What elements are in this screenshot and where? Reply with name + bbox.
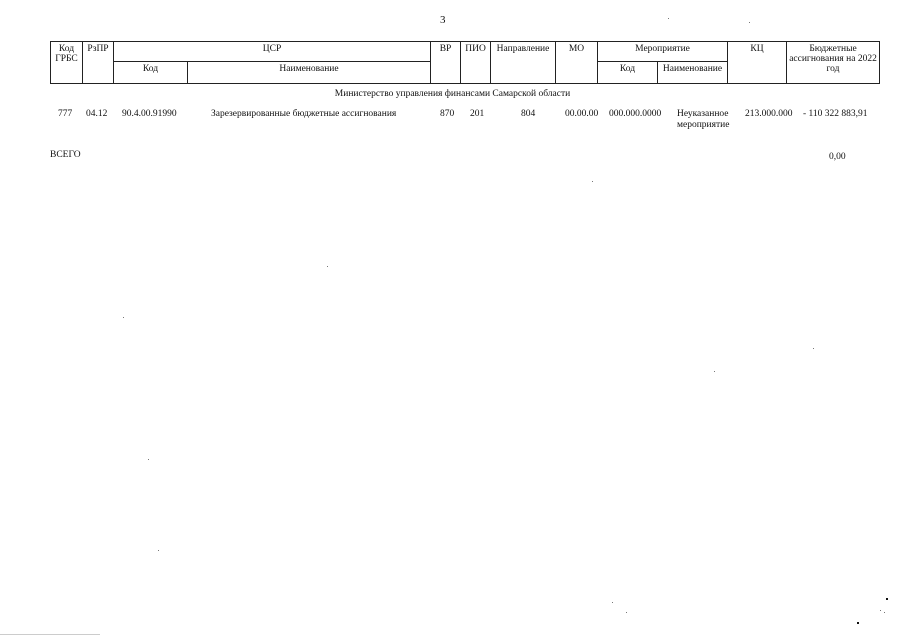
- header-vr: ВР: [431, 42, 461, 84]
- total-value: 0,00: [829, 152, 846, 162]
- row-grbs: 777: [58, 109, 73, 119]
- header-kc: КЦ: [728, 42, 787, 84]
- header-event-code: Код: [598, 62, 658, 84]
- ministry-title: Министерство управления финансами Самарской области: [334, 89, 571, 99]
- header-direction: Направление: [491, 42, 556, 84]
- row-csr-name: Зарезервированные бюджетные ассигнования: [211, 109, 397, 119]
- row-kc: 213.000.000: [745, 109, 793, 119]
- header-rzpr: РзПР: [83, 42, 114, 84]
- row-csr-code: 90.4.00.91990: [122, 109, 177, 119]
- row-pio: 201: [470, 109, 485, 119]
- total-label: ВСЕГО: [50, 150, 81, 160]
- header-grbs: Код ГРБС: [51, 42, 83, 84]
- row-vr: 870: [440, 109, 455, 119]
- row-rzpr: 04.12: [86, 109, 108, 119]
- row-budget: - 110 322 883,91: [803, 109, 868, 119]
- row-direction: 804: [521, 109, 536, 119]
- row-mo: 00.00.00: [565, 109, 599, 119]
- header-csr-name: Наименование: [188, 62, 431, 84]
- header-pio: ПИО: [461, 42, 491, 84]
- table-header: [50, 41, 880, 84]
- header-budget: Бюджетные ассигнования на 2022 год: [787, 42, 880, 84]
- header-event-name: Наименование: [658, 62, 728, 84]
- row-event-code: 000.000.0000: [609, 109, 662, 119]
- header-event: Мероприятие: [598, 42, 728, 62]
- row-event-name: Неуказанное мероприятие: [677, 109, 730, 130]
- page-number: 3: [440, 14, 446, 26]
- header-mo: МО: [556, 42, 598, 84]
- header-csr: ЦСР: [114, 42, 431, 62]
- header-csr-code: Код: [114, 62, 188, 84]
